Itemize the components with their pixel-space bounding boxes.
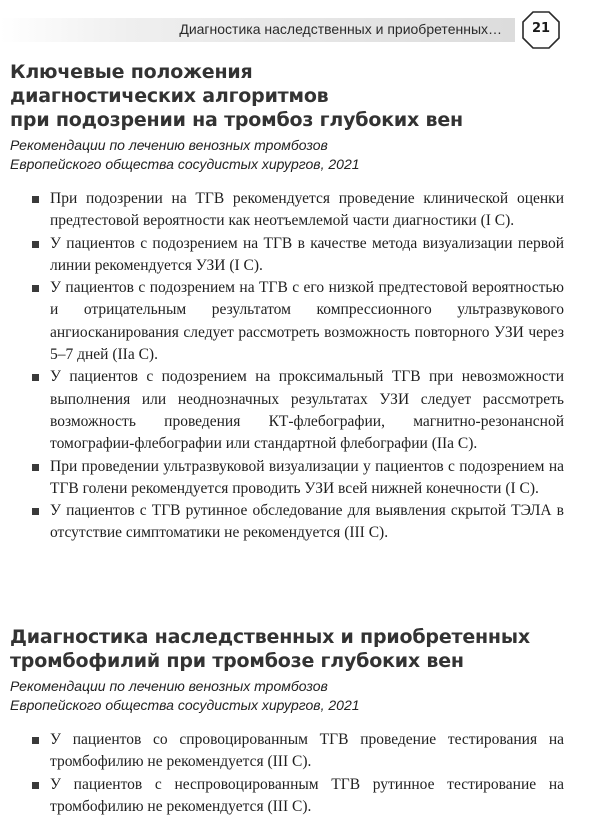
subtitle-line: Рекомендации по лечению венозных тромбозов (10, 678, 328, 694)
list-item-text: При проведении ультразвуковой визуализации у пациентов с подозрением на ТГВ голени рекомендуется проводить УЗИ всей нижней конечности (I C). (50, 457, 564, 497)
bullet-square-icon (32, 464, 39, 471)
section-heading (10, 60, 570, 132)
bullet-square-icon (32, 374, 39, 381)
subtitle-line: Рекомендации по лечению венозных тромбозов (10, 137, 328, 153)
subtitle-line: Европейского общества сосудистых хирургов, 2021 (10, 156, 360, 172)
list-item (10, 500, 564, 545)
subtitle-line: Европейского общества сосудистых хирургов, 2021 (10, 697, 360, 713)
running-header (0, 18, 590, 42)
list-item (10, 729, 564, 774)
section-subtitle (10, 677, 570, 715)
section-subtitle (10, 136, 570, 174)
bullet-square-icon (32, 508, 39, 515)
list-item (10, 277, 564, 366)
bullet-square-icon (32, 285, 39, 292)
recommendation-list (10, 188, 570, 545)
list-item-text: При подозрении на ТГВ рекомендуется проведение клинической оценки предтестовой вероятности как неотъемлемой части диагностики (I C). (50, 190, 564, 230)
page-number-badge (522, 11, 560, 49)
list-item (10, 188, 564, 233)
list-item-text: У пациентов со спровоцированным ТГВ проведение тестирования на тромбофилию не рекомендуется (III C). (50, 731, 564, 771)
list-item (10, 774, 564, 819)
list-item (10, 366, 564, 455)
heading-line: Ключевые положения (10, 61, 253, 83)
list-item (10, 456, 564, 501)
bullet-square-icon (32, 196, 39, 203)
list-item (10, 233, 564, 278)
list-item-text: У пациентов с неспровоцированным ТГВ рутинное тестирование на тромбофилию не рекомендуется (III C). (50, 775, 564, 815)
running-title: Диагностика наследственных и приобретенных… (179, 21, 502, 37)
page-number: 21 (531, 21, 551, 36)
heading-line: диагностических алгоритмов (10, 85, 329, 107)
list-item-text: У пациентов с подозрением на ТГВ с его низкой предтестовой вероятностью и отрицательным результатом компрессионного ультразвукового ангиосканирования следует рассмотреть возможность повторного УЗИ через 5–7 дней (IIa C). (50, 279, 564, 364)
list-item-text: У пациентов с подозрением на проксимальный ТГВ при невозможности выполнения или неоднозначных результатах УЗИ следует рассмотреть возможность проведения КТ-флебографии, магнитно-резонансной томографии-флебографии или стандартной флебографии (IIa C). (50, 368, 564, 453)
list-item-text: У пациентов с подозрением на ТГВ в качестве метода визуализации первой линии рекомендуется УЗИ (I C). (50, 234, 564, 274)
heading-line: при подозрении на тромбоз глубоких вен (10, 109, 463, 131)
recommendation-list (10, 729, 570, 818)
bullet-square-icon (32, 737, 39, 744)
heading-line: Диагностика наследственных и приобретенных (10, 626, 530, 648)
section-thrombophilia-diagnostics (10, 625, 570, 818)
bullet-square-icon (32, 241, 39, 248)
heading-line: тромбофилий при тромбозе глубоких вен (10, 650, 464, 672)
bullet-square-icon (32, 782, 39, 789)
section-diagnostic-algorithms (10, 60, 570, 545)
list-item-text: У пациентов с ТГВ рутинное обследование для выявления скрытой ТЭЛА в отсутствие симптоматики не рекомендуется (III C). (50, 502, 564, 542)
section-heading (10, 625, 570, 673)
